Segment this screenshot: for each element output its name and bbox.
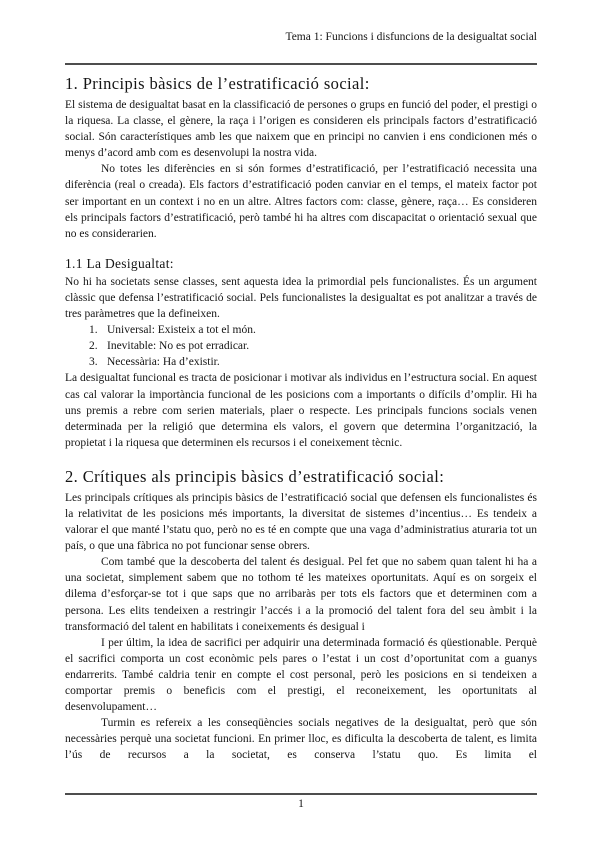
section-1-paragraph-2: No totes les diferències en si són formes d’estratificació, per l’estratificació necessita una diferència (real o creada). Els factors d’estratificació poden canviar en el temps, el mateix factor pot ser important en un context i no en un altre. Altres factors com: classe, gènere, raça… Es consideren els principals factors d’estratificació, però també hi ha altres com discapacitat o orientació sexual que no es considerarien.: [65, 163, 537, 240]
list-item-text: Inevitable: No es pot erradicar.: [107, 340, 250, 353]
list-item-number: 1.: [89, 324, 98, 337]
page-number: 1: [298, 798, 304, 810]
running-header: Tema 1: Funcions i disfuncions de la desigualtat social: [285, 31, 537, 43]
page-footer: [65, 793, 537, 810]
list-item-number: 3.: [89, 356, 98, 369]
list-item-number: 2.: [89, 340, 98, 353]
section-2-heading: 2. Crítiques als principis bàsics d’estratificació social:: [65, 466, 445, 486]
section-1-heading: 1. Principis bàsics de l’estratificació social:: [65, 74, 370, 93]
section-2-paragraph-2: Com també que la descoberta del talent és desigual. Pel fet que no sabem quan talent hi ha a una societat, simplement sabem que no tothom té les mateixes oportunitats. Aquí es on sorgeix el dilema d’esforçar-se tot i que saps que no arribaràs per tots els factors que et determinen com a persona. Les elits tendeixen a restringir l’accés i a la promoció del talent fora del seu àmbit i la transformació del talent en habilitats i coneixements és desigual i: [65, 556, 537, 633]
subsection-1-1-heading: 1.1 La Desigualtat:: [65, 255, 174, 271]
section-2-paragraph-3: I per últim, la idea de sacrifici per adquirir una determinada formació és qüestionable. Perquè el sacrifici comporta un cost econòmic pels pares o l’estat i un cost d’oportunitat com a guanys endarrerits. També caldria tenir en compte el cost personal, però les posicions en si tendeixen a comportar premis o beneficis com el prestigi, el reconeixement, les oportunitats al desenvolupament…: [65, 636, 537, 714]
header-rule: [65, 63, 537, 65]
section-2-paragraph-4: Turmin es refereix a les conseqüències socials negatives de la desigualtat, però que són necessàries perquè una societat funcioni. En primer lloc, es dificulta la descoberta de talent, es limita l’ús de recursos a la societat, es conserva l’statu quo. Es limita el: [65, 717, 537, 762]
list-item: [89, 338, 537, 354]
subsection-1-1-outro: La desigualtat funcional es tracta de posicionar i motivar als individus en l’estructura social. En aquest cas cal valorar la importància funcional de les posicions com a importants o difícils d’omplir. Hi ha uns premis a rebre com serien materials, plaer o respecte. Les principals funcions socials venen determinada per la religió que determina els valors, el govern que determina l’organització, la propietat i la riquesa que determinen els recursos i el coneixement tècnic.: [65, 372, 537, 449]
section-1-paragraph-1: El sistema de desigualtat basat en la classificació de persones o grups en funció del poder, el prestigi o la riquesa. La classe, el gènere, la raça i l’origen es consideren els principals factors d’estratificació social. Són característiques amb les que naixem que en principi no canvien i ens condicionen més o menys d’acord amb com es desenvolupi la nostra vida.: [65, 99, 537, 160]
list-item: [89, 354, 537, 370]
list-item: [89, 322, 537, 338]
section-2-paragraph-1: Les principals crítiques als principis bàsics de l’estratificació social que defensen els funcionalistes és la relativitat de les posicions més importants, la diversitat de sistemes d’incentius… Es tendeix a valorar el que manté l’statu quo, però no es té en compte que una vaga d’administratius aturaria tot un país, o que una fàbrica no pot funcionar sense obrers.: [65, 491, 537, 553]
list-item-text: Necessària: Ha d’existir.: [107, 356, 220, 369]
subsection-1-1-intro: No hi ha societats sense classes, sent aquesta idea la primordial pels funcionalistes. És un argument clàssic que defensa l’estratificació social. Pels funcionalistes la desigualtat es pot analitzar a través de tres paràmetres que la defineixen.: [65, 275, 537, 321]
list-item-text: Universal: Existeix a tot el món.: [107, 324, 256, 337]
parameters-ordered-list: [65, 322, 537, 370]
